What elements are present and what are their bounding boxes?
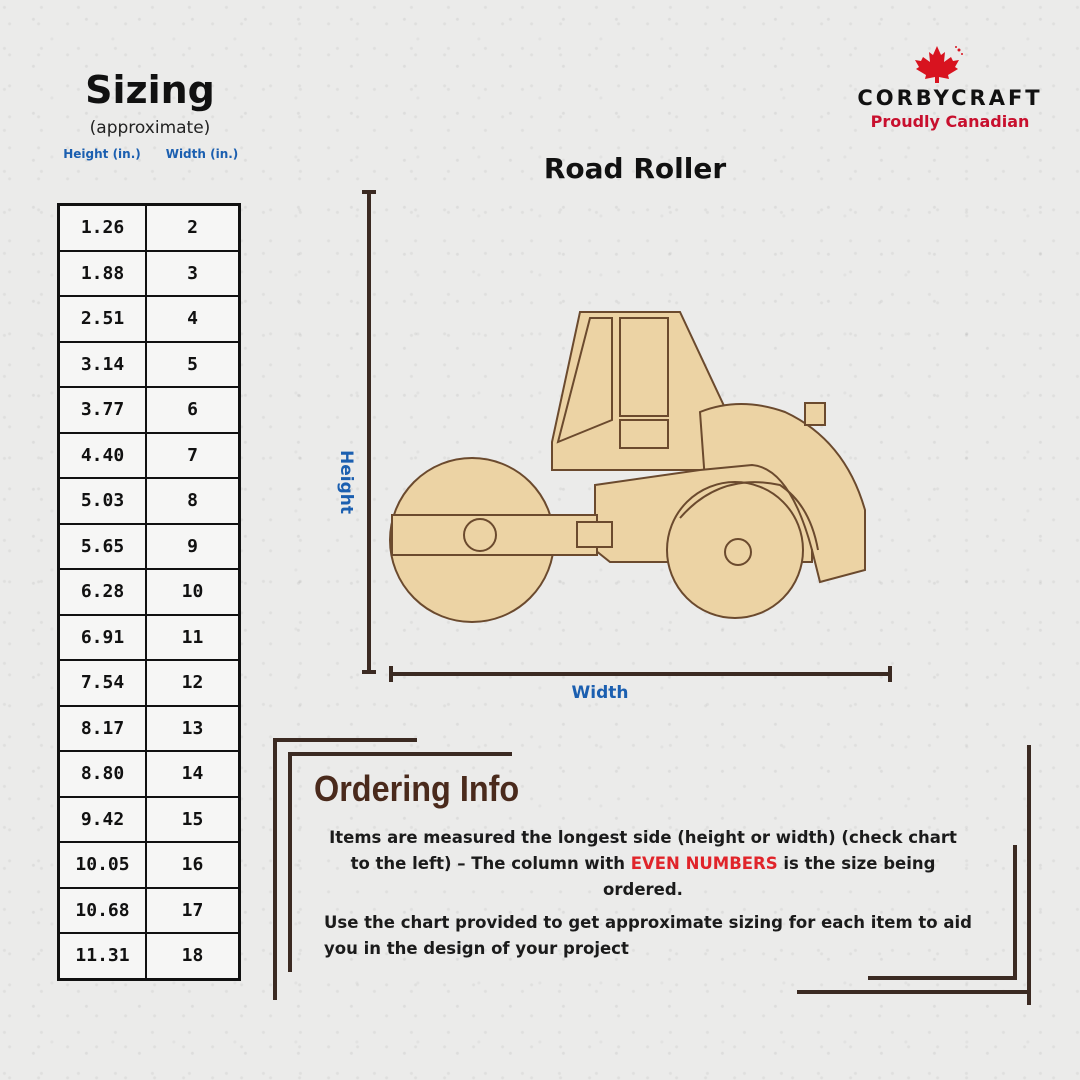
frame-line xyxy=(273,738,277,1000)
table-row xyxy=(59,797,240,843)
table-row xyxy=(59,569,240,615)
table-row xyxy=(59,888,240,934)
width-cell: 13 xyxy=(146,706,240,752)
width-label: Width xyxy=(571,683,629,703)
table-row xyxy=(59,478,240,524)
height-cell: 8.80 xyxy=(59,751,147,797)
height-cell: 1.26 xyxy=(59,205,147,251)
width-cell: 6 xyxy=(146,387,240,433)
width-cell: 8 xyxy=(146,478,240,524)
width-cell: 18 xyxy=(146,933,240,979)
table-row xyxy=(59,433,240,479)
table-row xyxy=(59,251,240,297)
height-cell: 6.91 xyxy=(59,615,147,661)
width-cell: 16 xyxy=(146,842,240,888)
width-cell: 17 xyxy=(146,888,240,934)
height-cell: 3.14 xyxy=(59,342,147,388)
width-cell: 12 xyxy=(146,660,240,706)
table-row xyxy=(59,387,240,433)
width-cell: 4 xyxy=(146,296,240,342)
height-cell: 3.77 xyxy=(59,387,147,433)
table-row xyxy=(59,205,240,251)
sizing-table xyxy=(57,203,241,981)
width-column-header: Width (in.) xyxy=(165,147,239,161)
height-cell: 8.17 xyxy=(59,706,147,752)
frame-line xyxy=(288,752,512,756)
height-cell: 5.03 xyxy=(59,478,147,524)
frame-line xyxy=(273,738,417,742)
sizing-subtitle: (approximate) xyxy=(89,118,211,138)
height-cell: 5.65 xyxy=(59,524,147,570)
height-cell: 6.28 xyxy=(59,569,147,615)
width-cell: 11 xyxy=(146,615,240,661)
height-cell: 2.51 xyxy=(59,296,147,342)
maple-leaf-icon xyxy=(915,44,965,84)
height-cell: 10.68 xyxy=(59,888,147,934)
width-cell: 5 xyxy=(146,342,240,388)
height-column-header: Height (in.) xyxy=(63,147,141,161)
frame-line xyxy=(288,752,292,972)
ordering-paragraph-1: Items are measured the longest side (height or width) (check chart to the left) – The column with EVEN NUMBERS is the size being ordered. xyxy=(329,828,957,899)
product-title: Road Roller xyxy=(543,152,727,185)
width-cell: 14 xyxy=(146,751,240,797)
width-cell: 2 xyxy=(146,205,240,251)
frame-line xyxy=(868,976,1017,980)
brand-name: CORBYCRAFT xyxy=(857,86,1043,110)
width-cell: 10 xyxy=(146,569,240,615)
height-cell: 11.31 xyxy=(59,933,147,979)
table-row xyxy=(59,751,240,797)
table-row xyxy=(59,660,240,706)
frame-line xyxy=(1013,845,1017,977)
table-row xyxy=(59,615,240,661)
table-row xyxy=(59,706,240,752)
width-cell: 7 xyxy=(146,433,240,479)
table-row xyxy=(59,524,240,570)
ordering-paragraph-2: Use the chart provided to get approximate sizing for each item to aid you in the design of your project xyxy=(324,913,972,958)
height-cell: 1.88 xyxy=(59,251,147,297)
width-cell: 15 xyxy=(146,797,240,843)
frame-line xyxy=(1027,745,1031,1005)
width-cell: 3 xyxy=(146,251,240,297)
frame-line xyxy=(797,990,1031,994)
width-cell: 9 xyxy=(146,524,240,570)
ordering-title: Ordering Info xyxy=(314,768,520,809)
table-row xyxy=(59,296,240,342)
height-cell: 9.42 xyxy=(59,797,147,843)
height-cell: 4.40 xyxy=(59,433,147,479)
table-row xyxy=(59,933,240,979)
height-label: Height xyxy=(336,450,356,514)
table-row xyxy=(59,342,240,388)
road-roller-image xyxy=(380,300,895,630)
height-cell: 10.05 xyxy=(59,842,147,888)
even-numbers-emphasis: EVEN NUMBERS xyxy=(630,854,778,873)
sizing-title: Sizing xyxy=(85,68,215,112)
table-row xyxy=(59,842,240,888)
height-cell: 7.54 xyxy=(59,660,147,706)
brand-tagline: Proudly Canadian xyxy=(870,112,1030,131)
